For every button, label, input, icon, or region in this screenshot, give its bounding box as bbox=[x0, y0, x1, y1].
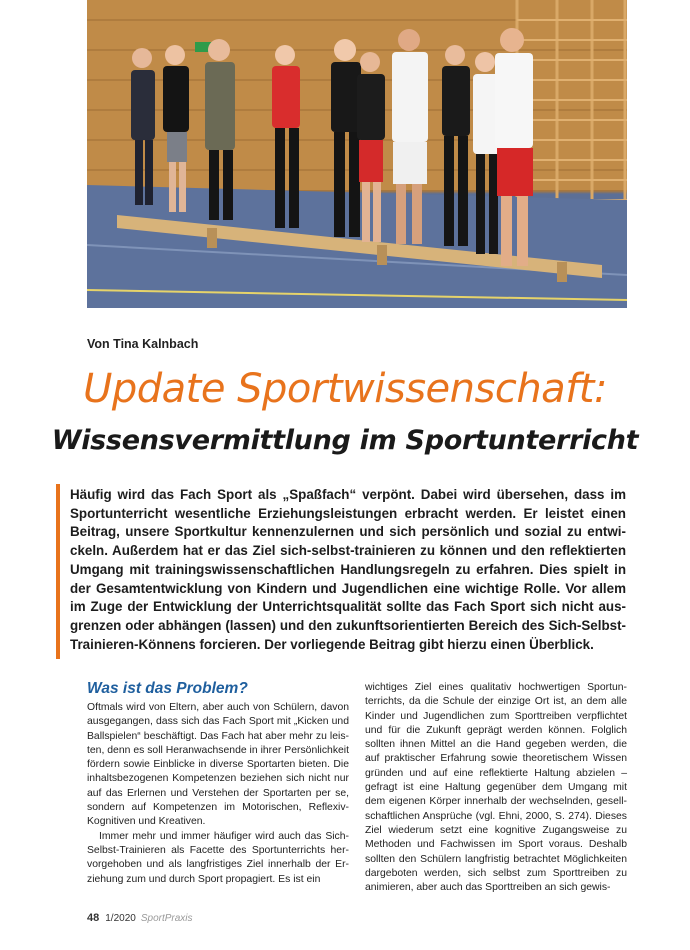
page-number: 48 bbox=[87, 912, 100, 924]
issue-number: 1/2020 bbox=[105, 913, 136, 924]
body-paragraph: wichtiges Ziel eines qualitativ hochwertigen Sportunterrichts, da die Schule der einzige Ort ist, an dem alle Kinder und Jugendlichen zum Sporttreiben verpflichtet und für die Zukunft geprägt werden können. Folglich sollten ihnen Mittel an die Hand gegeben werden, die auf praktischer Erfahrung sowie theoretischem Wissen gründen und auf eine reflektierte Haltung abzielen – gefragt ist eine Haltung gegenüber dem Umgang mit dem eigenen Körper innerhalb der wechselnden, gesellschaftlichen Ansprüche (vgl. Ehni, 2000, S. 274). Dieses Ziel wiederum setzt eine kognitive Zugangsweise zu Methoden und Fachwissen im Sport voraus. Deshalb sollten den Schülern langfristig betrachtet Möglichkeiten dargeboten werden, sich selbst zum Sporttreiben zu animieren, aber auch das Sporttreiben an sich gewis- bbox=[365, 682, 627, 894]
article-photo bbox=[87, 0, 627, 308]
body-paragraph: Immer mehr und immer häufiger wird auch das Sich-Selbst-Trainieren als Facette des Sportunterrichts hervorgehoben und als langfristiges Ziel innerhalb der Erziehung zum und durch Sport propagiert. Es ist ein bbox=[87, 830, 349, 885]
article-subtitle: Wissensvermittlung im Sportunterricht bbox=[51, 425, 639, 456]
byline: Von Tina Kalnbach bbox=[87, 337, 199, 351]
section-heading: Was ist das Problem? bbox=[87, 680, 248, 697]
magazine-name: SportPraxis bbox=[140, 913, 193, 924]
text-column-left bbox=[87, 701, 349, 887]
article-title: Update Sportwissenschaft: bbox=[83, 366, 607, 412]
page-footer bbox=[87, 912, 193, 924]
body-paragraph: Oftmals wird von Eltern, aber auch von Schülern, davon ausgegangen, dass sich das Fach Sport mit „Kicken und Ballspielen“ beschäftigt. Das Fach hat aber mehr zu leisten, denn es soll Heranwachsende in ihrer Persönlichkeit fördern sowie Einblicke in diverse Sportarten bieten. Die inhaltsbezogenen Kompetenzen beziehen sich nicht nur auf das Erlernen und Verstehen der Sportarten per se, sondern auf Kompetenzen im Motorischen, Reflexiv-Kognitiven und Kreativen. bbox=[87, 702, 349, 828]
text-column-right bbox=[365, 681, 627, 895]
lead-paragraph: Häufig wird das Fach Sport als „Spaßfach“ verpönt. Dabei wird übersehen, dass im Sportunterricht wesentliche Erziehungsleistungen erbracht werden. Er leistet einen Beitrag, unsere Sportkultur kennenzulernen und sich persönlich und sozial zu entwickeln. Außerdem hat er das Ziel sich-selbst-trainieren zu können und den reflektierten Umgang mit trainingswissenschaftlichen Handlungsregeln zu erfahren. Dies spielt in der Gesamtentwicklung von Kindern und Jugendlichen eine wichtige Rolle. Vor allem im Zuge der Entwicklung der Unterrichtsqualität sollte das Fach Sport sich nicht ausgrenzen oder abhängen (lassen) und den zukunftsorientierten Bereich des Sich-Selbst-Trainieren-Könnens forcieren. Der vorliegende Beitrag gibt hierzu einen Überblick. bbox=[70, 487, 626, 652]
lead-accent-bar bbox=[56, 484, 60, 659]
